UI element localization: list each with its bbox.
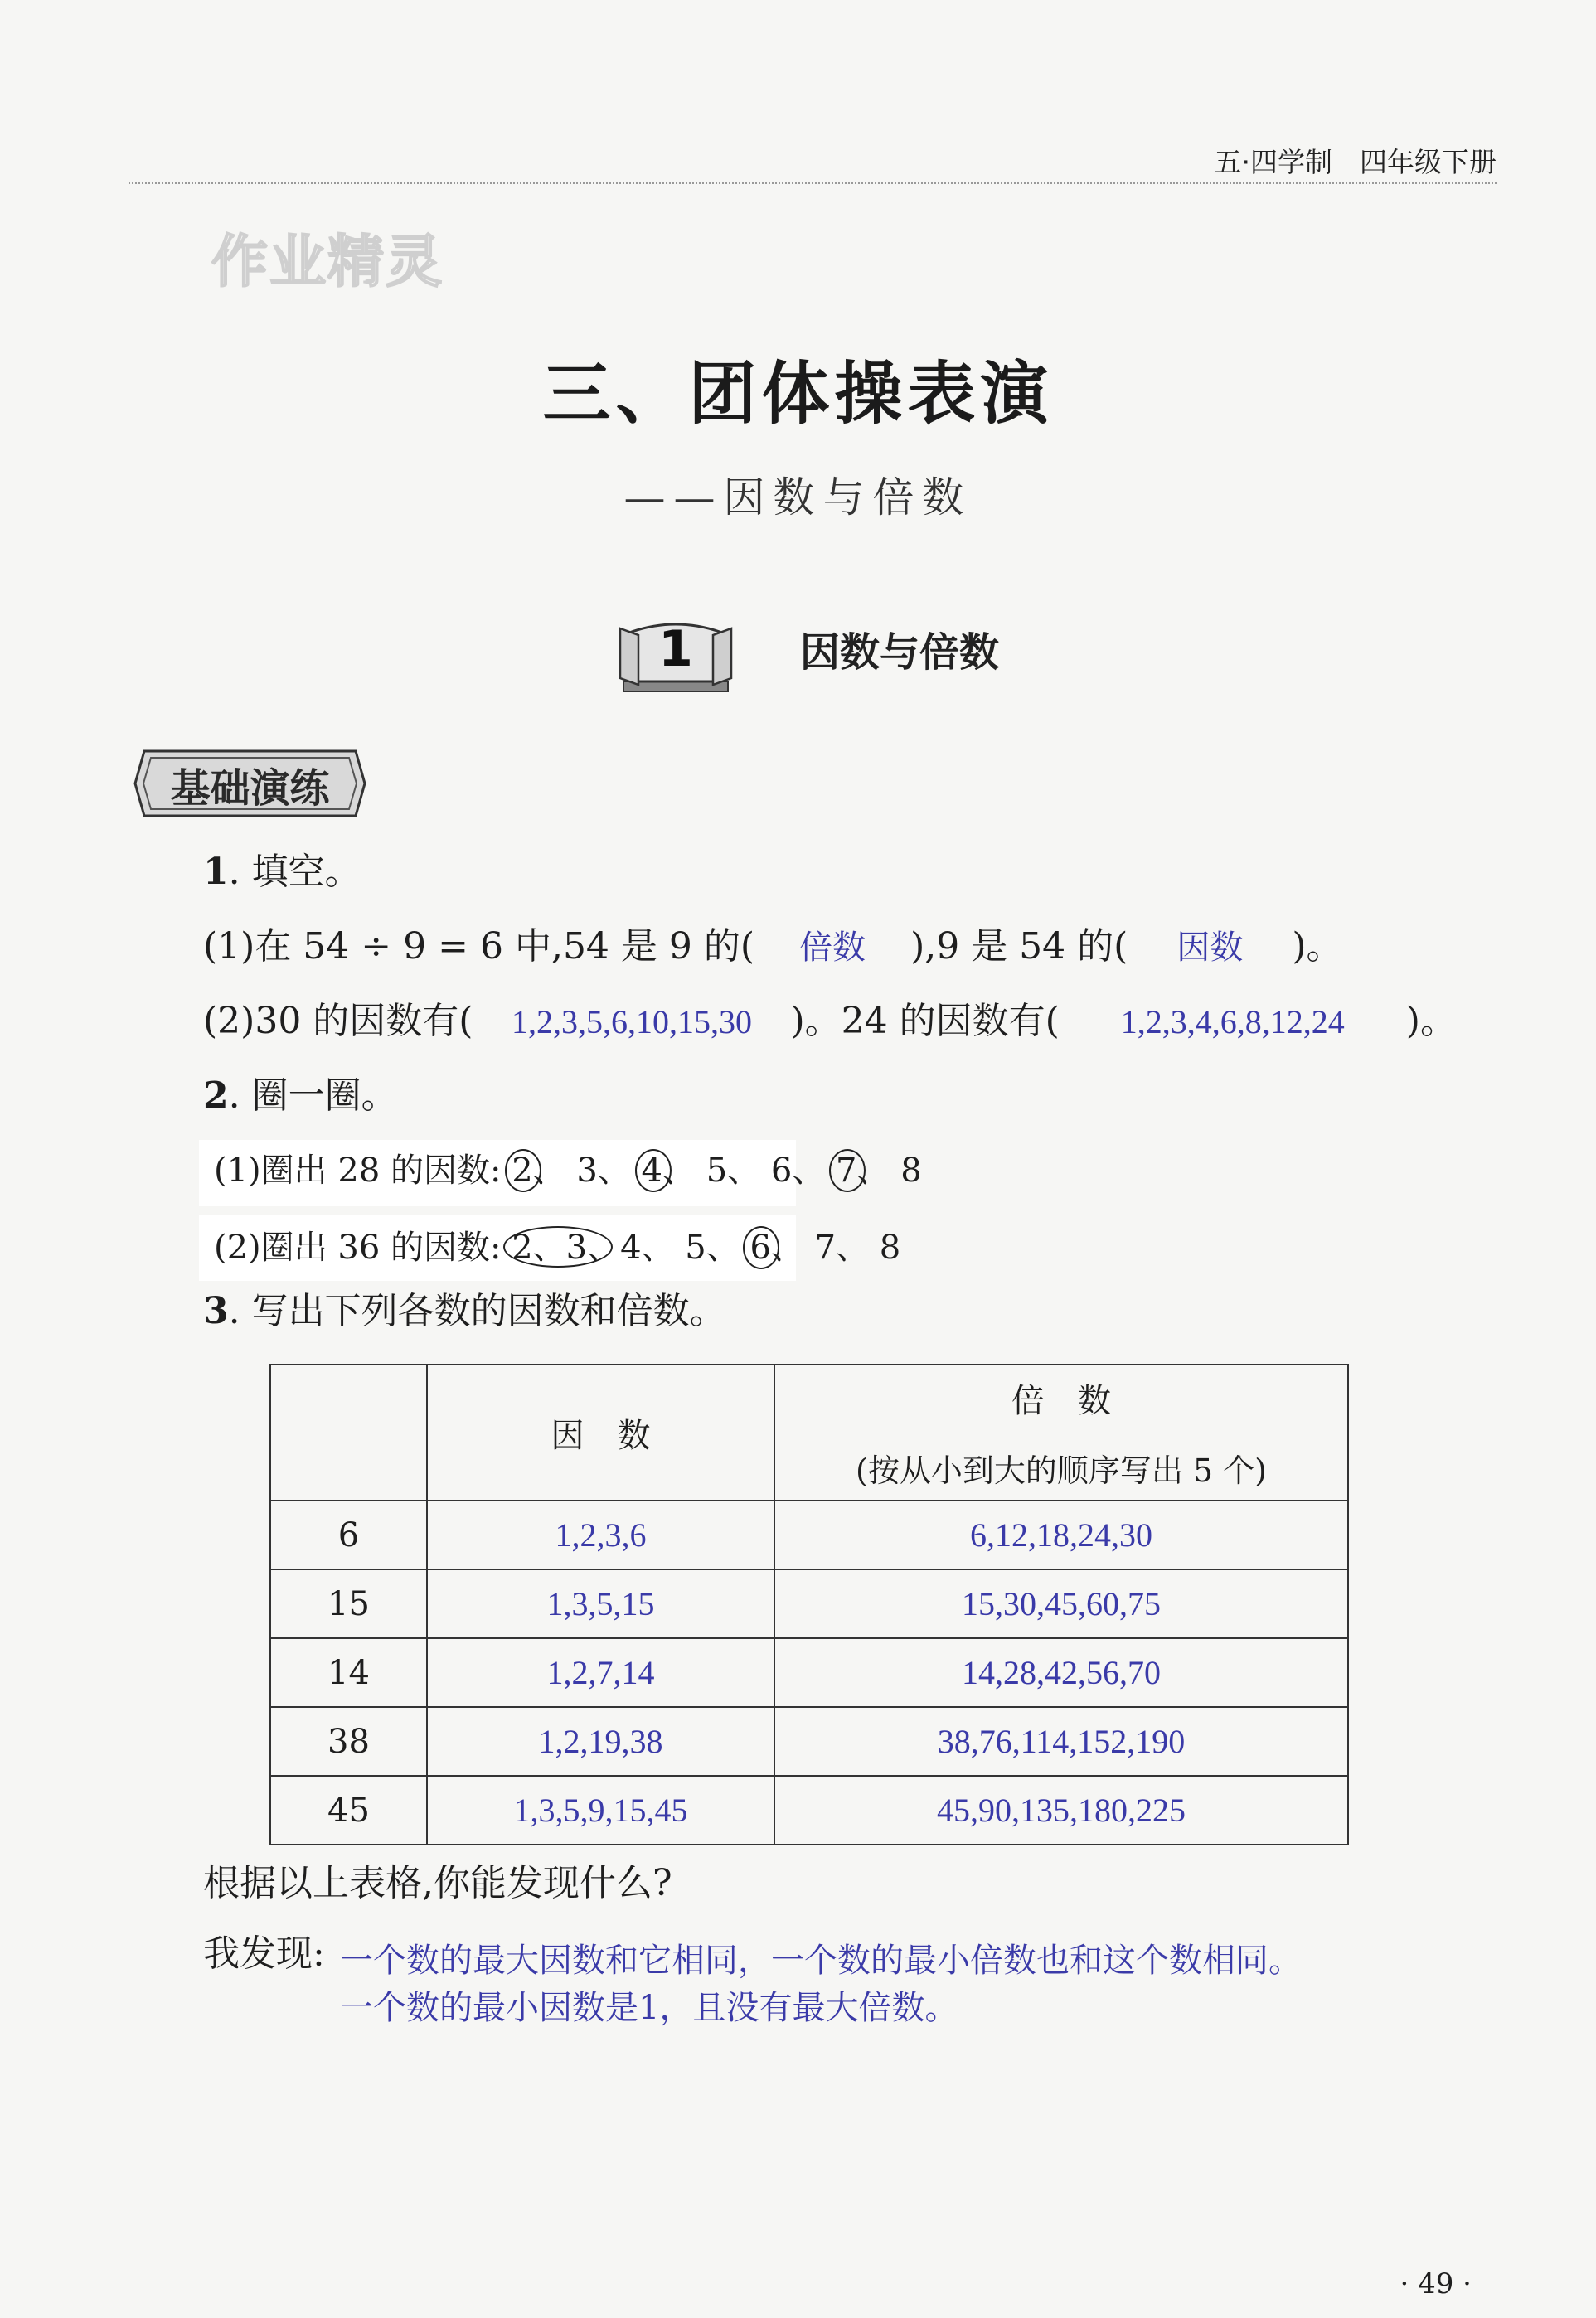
circle-option-circled[interactable] (749, 1229, 771, 1267)
question-1-part-1 (203, 925, 1343, 967)
answer-circle (503, 1226, 613, 1268)
circle-option-circled[interactable] (512, 1152, 533, 1190)
chapter-title: 三、团体操表演 (542, 355, 1054, 434)
option-value: 3 (565, 1229, 588, 1267)
header-multiples-title: 倍 数 (1011, 1382, 1111, 1420)
circle-option[interactable] (685, 1229, 706, 1267)
finding-label: 我发现: (203, 1932, 325, 1975)
row-number: 6 (270, 1501, 427, 1569)
discovery-prompt: 根据以上表格,你能发现什么? (203, 1862, 672, 1904)
part-lead: (2)30 的因数有( (203, 1000, 473, 1042)
option-value: 4 (641, 1152, 662, 1190)
circle-option-circled[interactable] (641, 1152, 662, 1190)
row-multiples: 45,90,135,180,225 (774, 1776, 1348, 1845)
separator: 、 (587, 1229, 621, 1267)
part-tail: )。 (1405, 1000, 1457, 1042)
circle-option-circled[interactable] (836, 1152, 857, 1190)
lesson-number: 1 (658, 620, 693, 678)
question-2-title (203, 1074, 398, 1117)
part-tail: )。 (1292, 925, 1343, 967)
table-corner-cell (270, 1365, 427, 1501)
separator: 、 (727, 1152, 761, 1190)
separator: 、 (532, 1152, 566, 1190)
question-text: 圈一圈。 (251, 1074, 398, 1117)
page-number: · 49 · (1400, 2267, 1472, 2301)
option-value: 6 (749, 1229, 771, 1267)
question-dot: . (228, 1290, 252, 1332)
option-value: 5 (685, 1229, 706, 1267)
option-value: 2 (512, 1229, 533, 1267)
table-row (270, 1569, 1348, 1638)
question-dot: . (228, 1074, 252, 1117)
header-multiples-note: (按从小到大的顺序写出 5 个) (856, 1452, 1267, 1489)
question-number: 3 (203, 1290, 229, 1332)
separator: 、 (856, 1152, 890, 1190)
finding-line-1: 一个数的最大因数和它相同，一个数的最小倍数也和这个数相同。 (340, 1942, 1302, 1980)
part-lead: (2)圈出 36 的因数: (214, 1229, 502, 1267)
answer-blank: 因数 (1176, 929, 1244, 966)
circle-option[interactable] (576, 1152, 598, 1190)
row-multiples: 14,28,42,56,70 (774, 1638, 1348, 1707)
answer-circle (829, 1149, 866, 1192)
header-multiples (774, 1365, 1348, 1501)
question-number: 1 (203, 851, 229, 893)
row-number: 14 (270, 1638, 427, 1707)
header-grade-label: 五·四学制 四年级下册 (1214, 146, 1497, 178)
question-text: 写出下列各数的因数和倍数。 (251, 1290, 726, 1332)
row-number: 15 (270, 1569, 427, 1638)
answer-blank: 1,2,3,4,6,8,12,24 (1120, 1003, 1345, 1040)
header-factors: 因 数 (427, 1365, 774, 1501)
circle-exercise-2 (214, 1229, 901, 1267)
factors-multiples-table (269, 1364, 1349, 1845)
separator: 、 (532, 1229, 566, 1267)
part-mid: )。24 的因数有( (790, 1000, 1060, 1042)
question-1-title (203, 851, 361, 893)
answer-circle (505, 1149, 541, 1192)
row-multiples: 6,12,18,24,30 (774, 1501, 1348, 1569)
header-divider (129, 182, 1497, 184)
answer-blank: 1,2,3,5,6,10,15,30 (511, 1003, 752, 1040)
row-multiples: 38,76,114,152,190 (774, 1707, 1348, 1776)
circle-option[interactable] (770, 1152, 793, 1190)
question-number: 2 (203, 1074, 229, 1117)
row-factors: 1,3,5,9,15,45 (427, 1776, 774, 1845)
separator: 、 (706, 1229, 740, 1267)
table-header-row (270, 1365, 1348, 1501)
separator: 、 (597, 1152, 631, 1190)
circle-option-group-circled[interactable] (512, 1229, 642, 1267)
answer-circle (635, 1149, 672, 1192)
circle-option[interactable] (706, 1152, 728, 1190)
watermark: 作业精灵 (211, 230, 444, 295)
question-3-title (203, 1290, 726, 1332)
section-label: 基础演练 (170, 765, 330, 812)
row-number: 38 (270, 1707, 427, 1776)
table-row (270, 1501, 1348, 1569)
chapter-subtitle: ——因数与倍数 (623, 473, 973, 521)
separator: 、 (836, 1229, 870, 1267)
lesson-title: 因数与倍数 (800, 629, 1000, 676)
row-multiples: 15,30,45,60,75 (774, 1569, 1348, 1638)
row-factors: 1,2,19,38 (427, 1707, 774, 1776)
separator: 、 (641, 1229, 675, 1267)
option-value: 8 (879, 1229, 901, 1267)
option-value: 4 (620, 1229, 642, 1267)
option-value: 8 (900, 1152, 922, 1190)
option-value: 2 (512, 1152, 533, 1190)
circle-option[interactable] (900, 1152, 922, 1190)
table-row (270, 1776, 1348, 1845)
table-row (270, 1638, 1348, 1707)
separator: 、 (792, 1152, 826, 1190)
part-lead: (1)在 54 ÷ 9 = 6 中,54 是 9 的( (203, 925, 755, 967)
table-row (270, 1707, 1348, 1776)
row-factors: 1,3,5,15 (427, 1569, 774, 1638)
circle-exercise-1 (214, 1152, 922, 1190)
question-text: 填空。 (251, 851, 361, 893)
part-lead: (1)圈出 28 的因数: (214, 1152, 502, 1190)
row-factors: 1,2,7,14 (427, 1638, 774, 1707)
circle-option[interactable] (814, 1229, 837, 1267)
part-mid: ),9 是 54 的( (910, 925, 1128, 967)
option-value: 5 (706, 1152, 728, 1190)
option-value: 3 (576, 1152, 598, 1190)
question-dot: . (228, 851, 252, 893)
finding-line-2: 一个数的最小因数是1，且没有最大倍数。 (340, 1989, 958, 2027)
row-factors: 1,2,3,6 (427, 1501, 774, 1569)
separator: 、 (662, 1152, 696, 1190)
option-value: 7 (836, 1152, 857, 1190)
circle-option[interactable] (879, 1229, 901, 1267)
option-value: 6 (770, 1152, 793, 1190)
row-number: 45 (270, 1776, 427, 1845)
separator: 、 (770, 1229, 804, 1267)
option-value: 7 (814, 1229, 837, 1267)
answer-blank: 倍数 (799, 929, 866, 966)
question-1-part-2 (203, 1000, 1457, 1042)
